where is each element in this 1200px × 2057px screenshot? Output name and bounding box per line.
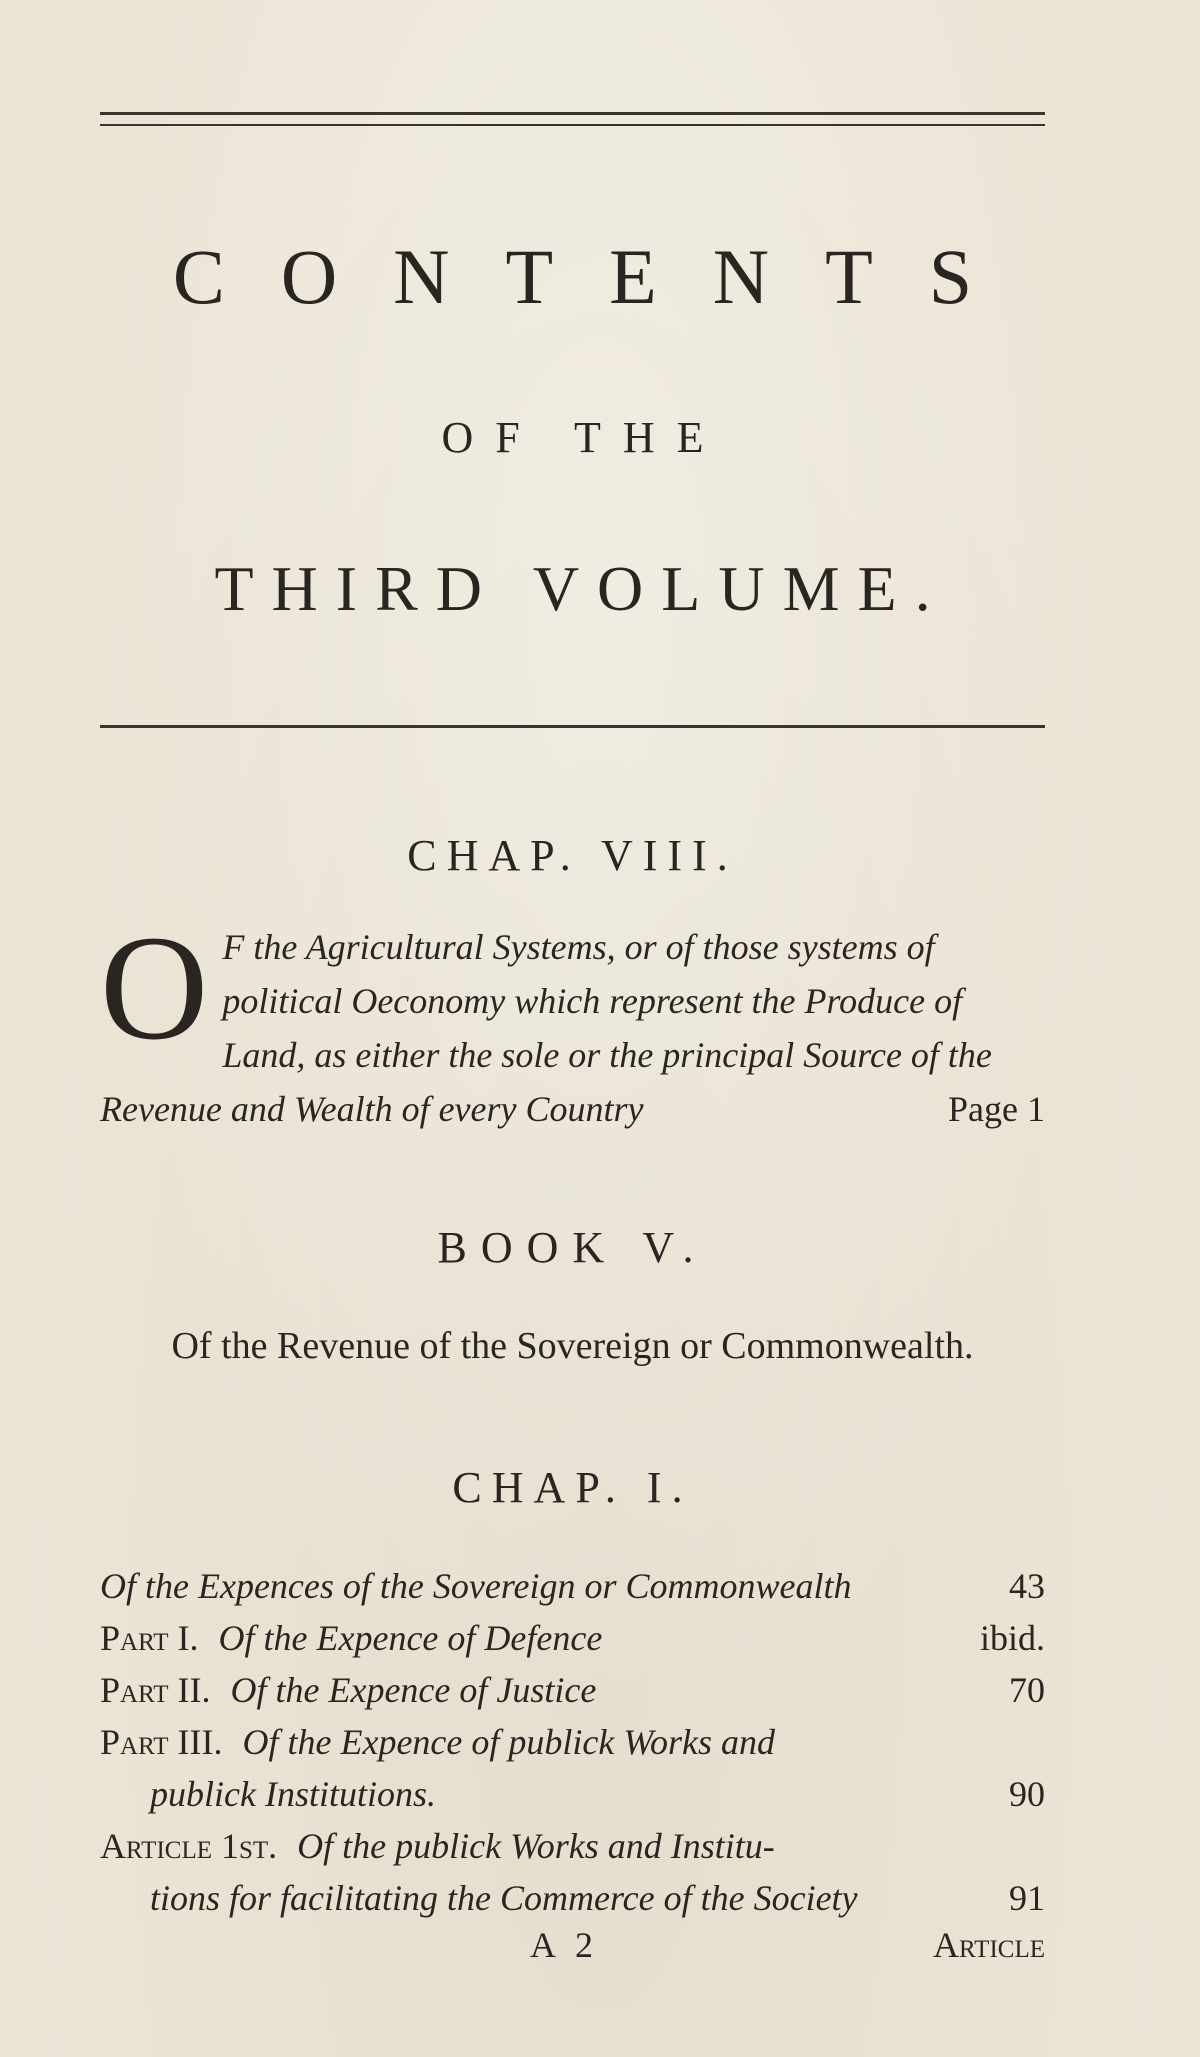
toc-entry-title: Of the Expence of Justice (230, 1670, 597, 1710)
chap-viii-text: F the Agricultural Systems, or of those systems of political Oeconomy which represent the Produce of Land, as either the sole or the principal Source of the Revenue and Wealth of every Country (100, 927, 992, 1129)
signature-mark: A 2 (530, 1925, 600, 1965)
book-v-heading: BOOK V. (437, 1223, 708, 1272)
title-of-the: OF THE (441, 413, 726, 462)
toc-entry-title: publick Institutions. (150, 1774, 436, 1814)
toc-entry-page: 43 (1009, 1566, 1045, 1606)
top-double-rule (100, 112, 1045, 126)
toc-entry (100, 1768, 1045, 1820)
table-of-contents (100, 1560, 1045, 1924)
toc-entry-page: 70 (1009, 1670, 1045, 1710)
page-footer (100, 1924, 1045, 1966)
toc-entry-title: Of the Expences of the Sovereign or Commonwealth (100, 1566, 852, 1606)
toc-entry-title: Of the publick Works and Institu- (297, 1826, 775, 1866)
title-contents: CONTENTS (172, 233, 1029, 320)
chap-viii-description (100, 905, 1045, 1136)
toc-entry-title: Of the Expence of Defence (218, 1618, 603, 1658)
toc-entry-page: 90 (1009, 1774, 1045, 1814)
catchword: Article (933, 1925, 1045, 1965)
drop-cap: O (100, 905, 209, 1071)
book-v-description: Of the Revenue of the Sovereign or Commonwealth. (171, 1325, 974, 1367)
toc-entry-label: Article 1st. (100, 1826, 278, 1866)
toc-entry-page: ibid. (979, 1618, 1045, 1658)
toc-entry-title: tions for facilitating the Commerce of the Society (150, 1878, 858, 1918)
toc-entry (100, 1612, 1045, 1664)
toc-entry (100, 1664, 1045, 1716)
toc-entry-page: 91 (1009, 1878, 1045, 1918)
toc-entry-title: Of the Expence of publick Works and (242, 1722, 776, 1762)
toc-entry (100, 1872, 1045, 1924)
toc-entry (100, 1560, 1045, 1612)
title-rule (100, 725, 1045, 728)
chap-i-heading: CHAP. I. (452, 1463, 693, 1512)
toc-entry (100, 1716, 1045, 1768)
chap-viii-page-ref: Page 1 (948, 1089, 1045, 1129)
chap-viii-heading: CHAP. VIII. (407, 831, 738, 880)
title-third-volume: THIRD VOLUME. (214, 553, 949, 624)
toc-entry-label: Part I. (100, 1618, 199, 1658)
toc-entry (100, 1820, 1045, 1872)
toc-entry-label: Part III. (100, 1722, 223, 1762)
toc-entry-label: Part II. (100, 1670, 211, 1710)
